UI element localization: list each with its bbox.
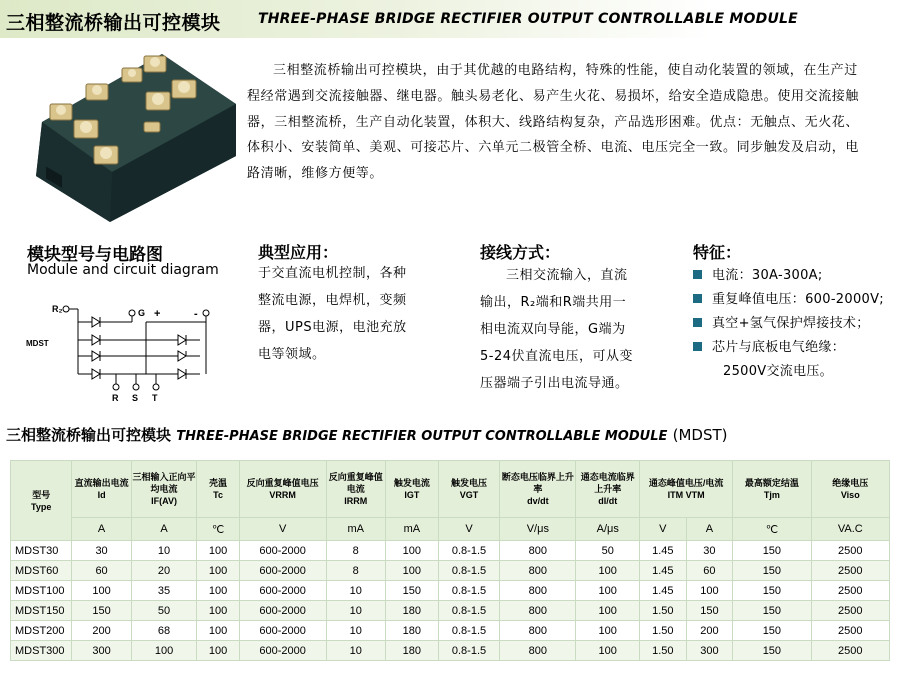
model-cell: MDST30 (11, 541, 72, 561)
table-cell: 100 (385, 561, 438, 581)
table-cell: 1.50 (640, 601, 687, 621)
model-cell: MDST100 (11, 581, 72, 601)
table-cell: 600-2000 (239, 581, 326, 601)
label-r2: R₂ (52, 304, 63, 314)
label-t: T (152, 393, 158, 402)
table-unit-row (11, 518, 890, 541)
table-cell: 300 (72, 641, 131, 661)
table-cell: 0.8-1.5 (438, 601, 499, 621)
unit-cell: mA (385, 518, 438, 541)
wiring-line: 输出，R₂端和R端共用一 (480, 295, 627, 310)
model-cell: MDST300 (11, 641, 72, 661)
table-cell: 100 (197, 581, 239, 601)
table-cell: 800 (500, 641, 576, 661)
unit-cell: V (640, 518, 687, 541)
application-line: 器，UPS电源，电池充放 (258, 320, 407, 335)
table-cell: 800 (500, 581, 576, 601)
wiring-title: 接线方式： (480, 243, 561, 262)
table-cell: 1.50 (640, 641, 687, 661)
table-cell: 200 (686, 621, 733, 641)
unit-cell: V (438, 518, 499, 541)
feature-item: 重复峰值电压：600-2000V; (693, 288, 893, 312)
application-title: 典型应用： (258, 243, 339, 262)
intro-line: 路清晰，维修方便等。 (247, 166, 384, 182)
wiring-text (480, 262, 670, 397)
table-cell: 100 (197, 621, 239, 641)
module-section-title: 模块型号与电路图 (27, 245, 163, 265)
intro-line: 体积小、安装简单、美观、可接芯片、六单元二极管全桥、电流、电压完全一致。同步触发及启动，电 (247, 140, 860, 156)
table-row (11, 601, 890, 621)
table-cell: 100 (72, 581, 131, 601)
features-list (693, 264, 893, 384)
table-cell: 30 (686, 541, 733, 561)
table-cell: 100 (576, 601, 640, 621)
module-product-image (14, 44, 240, 222)
table-cell: 100 (385, 541, 438, 561)
model-cell: MDST150 (11, 601, 72, 621)
table-cell: 60 (686, 561, 733, 581)
table-cell: 150 (733, 641, 811, 661)
table-cell: 600-2000 (239, 641, 326, 661)
table-row (11, 641, 890, 661)
table-cell: 2500 (811, 581, 889, 601)
table-cell: 0.8-1.5 (438, 641, 499, 661)
header-col: 断态电压临界上升率 dv/dt (500, 461, 576, 518)
unit-cell: A/μs (576, 518, 640, 541)
table-title-en: THREE-PHASE BRIDGE RECTIFIER OUTPUT CONTROLLABLE MODULE (176, 429, 668, 444)
table-cell: 100 (197, 601, 239, 621)
label-s: S (132, 393, 139, 402)
table-cell: 100 (197, 561, 239, 581)
table-cell: 0.8-1.5 (438, 581, 499, 601)
square-bullet-icon (693, 270, 702, 279)
square-bullet-icon (693, 294, 702, 303)
table-cell: 10 (326, 621, 385, 641)
application-line: 整流电源，电焊机，变频 (258, 293, 407, 308)
header-col: 最高额定结温 Tjm (733, 461, 811, 518)
table-header-row (11, 461, 890, 518)
wiring-line: 5-24伏直流电压，可从变 (480, 349, 634, 364)
table-cell: 0.8-1.5 (438, 561, 499, 581)
table-cell: 300 (686, 641, 733, 661)
unit-cell: ℃ (197, 518, 239, 541)
table-cell: 0.8-1.5 (438, 541, 499, 561)
table-cell: 10 (131, 541, 197, 561)
table-cell: 150 (385, 581, 438, 601)
label-mdst: MDST (26, 339, 49, 348)
unit-cell: ℃ (733, 518, 811, 541)
intro-paragraph (247, 58, 893, 187)
feature-extra: 2500V交流电压。 (723, 364, 833, 379)
table-cell: 800 (500, 541, 576, 561)
module-section-subtitle: Module and circuit diagram (27, 262, 219, 278)
table-cell: 180 (385, 601, 438, 621)
table-cell: 150 (72, 601, 131, 621)
intro-line: 器，三相整流桥，生产自动化装置，体积大、线路结构复杂，产品选形困难。优点：无触点、无火花、 (247, 114, 860, 130)
application-text (258, 260, 438, 368)
table-cell: 50 (131, 601, 197, 621)
table-cell: 800 (500, 601, 576, 621)
table-row (11, 581, 890, 601)
table-row (11, 541, 890, 561)
table-cell: 100 (576, 581, 640, 601)
unit-cell: A (686, 518, 733, 541)
table-cell: 100 (576, 621, 640, 641)
table-cell: 2500 (811, 541, 889, 561)
feature-item: 芯片与底板电气绝缘： (693, 336, 893, 360)
table-cell: 8 (326, 541, 385, 561)
table-cell: 30 (72, 541, 131, 561)
table-cell: 10 (326, 641, 385, 661)
header-col: 触发电流 IGT (385, 461, 438, 518)
wiring-line: 三相交流输入，直流 (506, 268, 628, 283)
spec-table (10, 460, 890, 661)
header-col: 触发电压 VGT (438, 461, 499, 518)
unit-cell: A (72, 518, 131, 541)
header-col: 通态峰值电压/电流 ITM VTM (640, 461, 733, 518)
feature-item: 电流：30A-300A; (693, 264, 893, 288)
table-cell: 60 (72, 561, 131, 581)
table-title-suffix: (MDST) (672, 426, 728, 444)
application-line: 电等领域。 (258, 347, 326, 362)
table-cell: 180 (385, 641, 438, 661)
table-cell: 20 (131, 561, 197, 581)
table-cell: 2500 (811, 621, 889, 641)
page-title-cn: 三相整流桥输出可控模块 (6, 12, 221, 34)
table-cell: 100 (576, 561, 640, 581)
header-col: 反向重复峰值电压 VRRM (239, 461, 326, 518)
header-type: 型号 Type (11, 461, 72, 541)
table-cell: 1.50 (640, 621, 687, 641)
header-col: 壳温 Tc (197, 461, 239, 518)
table-cell: 800 (500, 621, 576, 641)
intro-line: 程经常遇到交流接触器、继电器。触头易老化、易产生火花、易损坏，给安全造成隐患。使用交流接触 (247, 88, 860, 104)
table-cell: 180 (385, 621, 438, 641)
table-cell: 2500 (811, 641, 889, 661)
label-minus: - (194, 308, 198, 320)
header-col: 三相输入正向平均电流 IF(AV) (131, 461, 197, 518)
feature-item: 真空+氢气保护焊接技术； (693, 312, 893, 336)
unit-cell: mA (326, 518, 385, 541)
table-cell: 68 (131, 621, 197, 641)
table-cell: 100 (686, 581, 733, 601)
table-cell: 50 (576, 541, 640, 561)
table-cell: 150 (686, 601, 733, 621)
table-cell: 200 (72, 621, 131, 641)
table-cell: 10 (326, 581, 385, 601)
table-cell: 150 (733, 561, 811, 581)
table-cell: 10 (326, 601, 385, 621)
table-cell: 2500 (811, 601, 889, 621)
table-cell: 2500 (811, 561, 889, 581)
model-cell: MDST200 (11, 621, 72, 641)
header-col: 直流输出电流 Id (72, 461, 131, 518)
wiring-line: 相电流双向导能，G端为 (480, 322, 626, 337)
table-title-cn: 三相整流桥输出可控模块 (6, 426, 172, 444)
table-cell: 0.8-1.5 (438, 621, 499, 641)
page-title-en: THREE-PHASE BRIDGE RECTIFIER OUTPUT CONTROLLABLE MODULE (258, 11, 798, 27)
application-line: 于交直流电机控制，各种 (258, 266, 407, 281)
features-title: 特征： (693, 243, 742, 262)
unit-cell: V/μs (500, 518, 576, 541)
table-cell: 600-2000 (239, 541, 326, 561)
intro-line: 三相整流桥输出可控模块，由于其优越的电路结构，特殊的性能，使自动化装置的领域，在生产过 (273, 63, 858, 78)
label-g: G (138, 308, 146, 318)
table-cell: 8 (326, 561, 385, 581)
table-cell: 600-2000 (239, 561, 326, 581)
table-cell: 150 (733, 621, 811, 641)
table-cell: 100 (197, 541, 239, 561)
table-title (6, 424, 728, 445)
table-cell: 150 (733, 601, 811, 621)
table-cell: 150 (733, 581, 811, 601)
label-plus: + (154, 308, 161, 320)
table-cell: 35 (131, 581, 197, 601)
wiring-line: 压器端子引出电流导通。 (480, 376, 629, 391)
table-cell: 100 (576, 641, 640, 661)
table-cell: 1.45 (640, 561, 687, 581)
unit-cell: VA.C (811, 518, 889, 541)
square-bullet-icon (693, 342, 702, 351)
header-col: 绝缘电压 Viso (811, 461, 889, 518)
square-bullet-icon (693, 318, 702, 327)
header-col: 反向重复峰值电流 IRRM (326, 461, 385, 518)
table-row (11, 621, 890, 641)
header-col: 通态电流临界上升率 dI/dt (576, 461, 640, 518)
table-row (11, 561, 890, 581)
table-cell: 150 (733, 541, 811, 561)
model-cell: MDST60 (11, 561, 72, 581)
table-cell: 600-2000 (239, 601, 326, 621)
circuit-diagram (26, 298, 222, 402)
table-cell: 600-2000 (239, 621, 326, 641)
table-cell: 100 (131, 641, 197, 661)
label-r: R (112, 393, 119, 402)
table-cell: 100 (197, 641, 239, 661)
table-cell: 1.45 (640, 581, 687, 601)
unit-cell: A (131, 518, 197, 541)
unit-cell: V (239, 518, 326, 541)
table-cell: 800 (500, 561, 576, 581)
table-cell: 1.45 (640, 541, 687, 561)
